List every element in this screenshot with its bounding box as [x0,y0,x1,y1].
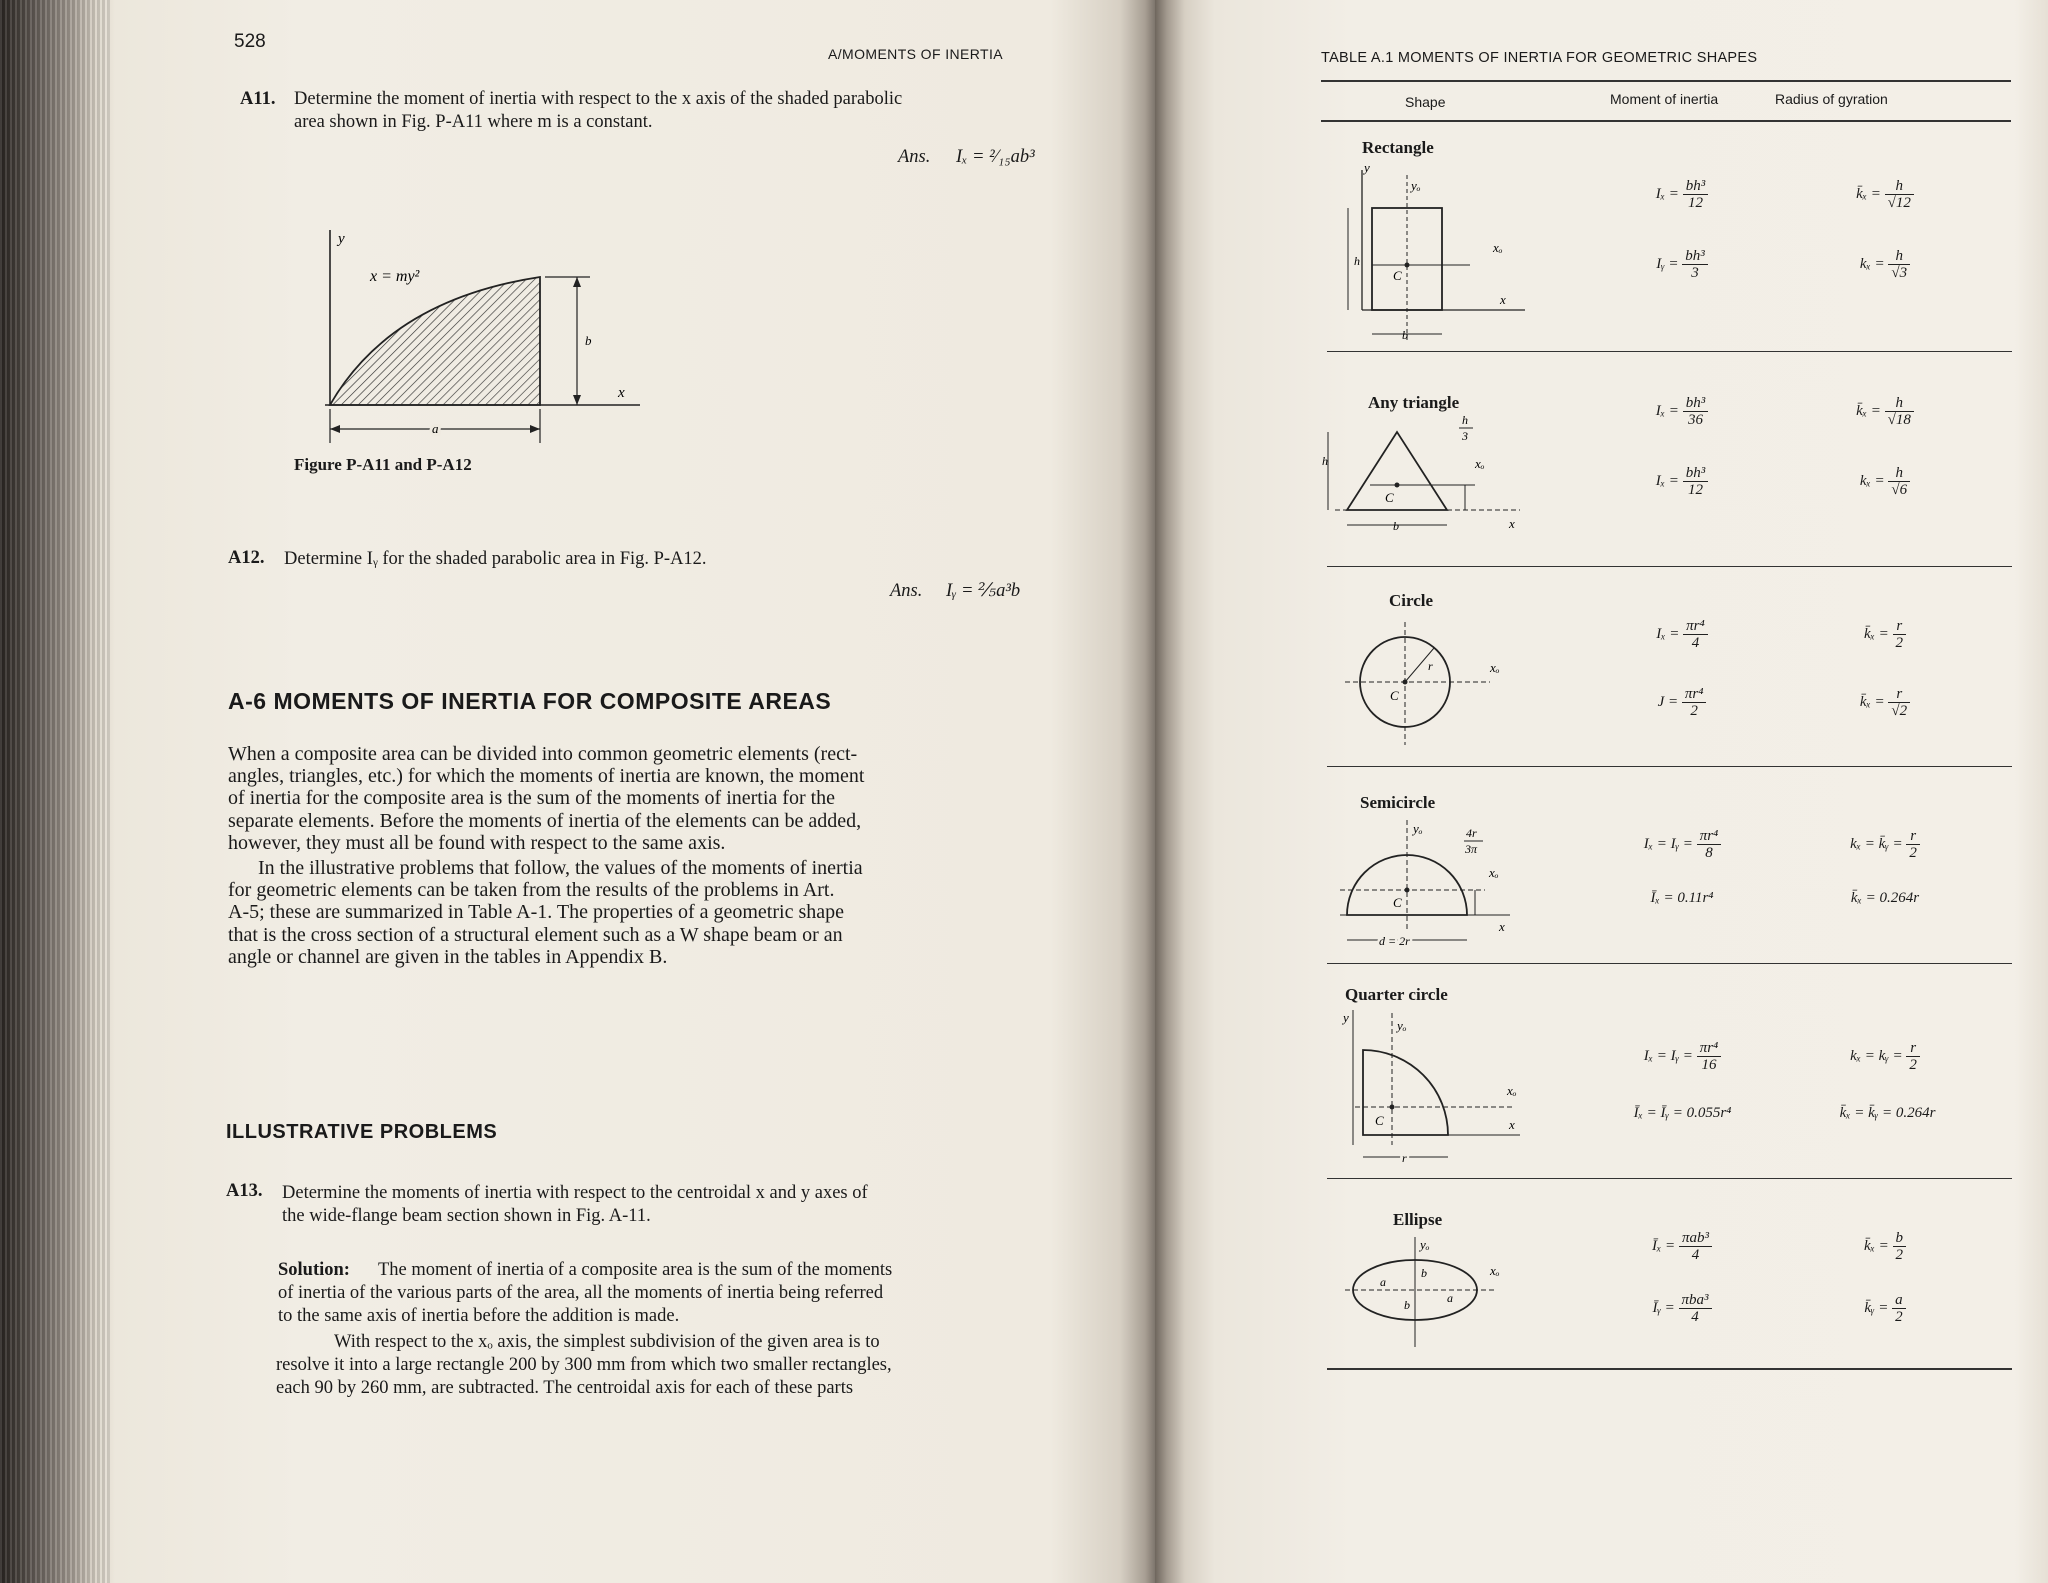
parabolic-area-figure [300,225,660,450]
paragraph-2-line: A-5; these are summarized in Table A-1. The properties of a geometric shape [228,901,844,924]
problem-a11-line2: area shown in Fig. P-A11 where m is a constant. [294,112,653,132]
page-number: 528 [234,31,266,52]
triangle-moment-2-num: bh³ [1683,465,1709,482]
rect-label-x: x [1500,292,1506,307]
answer-a12: Iᵧ = ⅖a³b [946,581,1021,601]
triangle-moment-1 [1607,395,1757,428]
ellipse-radius-1-num: b [1893,1230,1907,1247]
problem-a13-number: A13. [226,1181,263,1201]
triangle-moment-2 [1607,465,1757,498]
figure-b-label: b [585,333,592,348]
problem-a12-number: A12. [228,548,265,568]
ellipse-label-a-left: a [1380,1275,1386,1289]
quarter-circle-moment-1-den: 16 [1701,1057,1717,1073]
solution-line2: of inertia of the various parts of the area, all the moments of inertia being referred [278,1283,884,1303]
quarter-label-c: C [1375,1113,1384,1128]
tri-label-h3-den: 3 [1462,429,1468,443]
illustrative-problems-heading: ILLUSTRATIVE PROBLEMS [226,1121,498,1143]
ellipse-radius-2-den: 2 [1895,1309,1903,1325]
semi-label-4r: 4r [1466,826,1477,840]
ellipse-label-xo: xₒ [1490,1263,1500,1278]
quarter-label-y: y [1343,1010,1349,1025]
figure-y-label: y [338,231,345,247]
section-heading: A-6 MOMENTS OF INERTIA FOR COMPOSITE AREAS [228,688,832,714]
triangle-diagram [1322,410,1540,535]
page-edges [0,0,110,1583]
ellipse-moment-2-num: πba³ [1679,1292,1712,1309]
row-divider [1327,963,2012,964]
solution-line3: to the same axis of inertia before the addition is made. [278,1306,680,1326]
rectangle-radius-1-lhs: k̄ₓ = [1856,185,1881,202]
quarter-circle-moment-1-lhs: Iₓ = Iᵧ = [1643,1047,1693,1064]
ellipse-radius-1-den: 2 [1895,1247,1904,1263]
triangle-radius-1-num: h [1885,395,1914,412]
quarter-circle-radius-1-num: r [1906,1040,1920,1057]
quarter-label-xo: xₒ [1507,1083,1517,1098]
semicircle-radius-2: k̄ₓ = 0.264r [1850,890,1920,906]
circle-moment-2-den: 2 [1690,703,1698,719]
quarter-circle-moment-1 [1595,1040,1770,1073]
rectangle-radius-1-den: √12 [1887,195,1911,211]
paragraph-2-line: for geometric elements can be taken from the results of the problems in Art. [228,879,835,902]
paragraph-2 [228,857,1040,968]
circle-moment-1-den: 4 [1691,635,1700,651]
paragraph-1-line: however, they must all be found with respect to the same axis. [228,831,726,854]
triangle-radius-2-num: h [1888,465,1910,482]
column-header-moment: Moment of inertia [1610,91,1719,107]
triangle-moment-1-den: 36 [1687,412,1703,428]
problem-a11-number: A11. [240,89,276,109]
figure-a-label: a [432,421,439,436]
ellipse-moment-2 [1607,1292,1757,1325]
rectangle-moment-2-lhs: Iᵧ = [1656,255,1679,272]
tri-label-xo: xₒ [1475,456,1485,471]
column-header-radius: Radius of gyration [1775,91,1888,107]
tri-label-h: h [1322,454,1328,468]
ellipse-moment-2-lhs: Īᵧ = [1652,1299,1675,1316]
semicircle-moment-1-num: πr⁴ [1697,828,1722,845]
answer-a12-prefix: Ans. [890,581,923,601]
rectangle-radius-2-num: h [1888,248,1910,265]
quarter-circle-moment-1-num: πr⁴ [1697,1040,1722,1057]
ellipse-radius-2 [1810,1292,1960,1325]
circle-radius-2-lhs: k̄ₓ = [1859,693,1885,710]
semi-label-3pi: 3π [1465,842,1478,856]
rect-label-b: b [1402,328,1408,342]
triangle-radius-2-lhs: kₓ = [1859,472,1885,489]
rectangle-diagram [1350,160,1530,350]
semi-label-x: x [1499,919,1505,934]
shape-name-ellipse: Ellipse [1393,1210,1443,1229]
solution-line1: The moment of inertia of a composite area is the sum of the moments [378,1260,893,1280]
rectangle-radius-1-num: h [1885,178,1914,195]
rect-label-xo: xₒ [1493,240,1503,255]
rect-label-c: C [1393,268,1402,283]
figure-caption: Figure P-A11 and P-A12 [294,455,472,474]
rect-label-yo: yₒ [1411,178,1421,193]
rectangle-radius-2-lhs: kₓ = [1859,255,1885,272]
semicircle-moment-1-den: 8 [1705,845,1713,861]
paragraph-1 [228,743,1040,854]
shape-name-semicircle: Semicircle [1360,793,1436,812]
paragraph-1-line: angles, triangles, etc.) for which the moments of inertia are known, the moment [228,765,865,788]
row-divider [1327,351,2012,352]
triangle-moment-1-num: bh³ [1683,395,1709,412]
table-title: TABLE A.1 MOMENTS OF INERTIA FOR GEOMETRIC SHAPES [1321,50,1758,66]
circle-moment-2-num: πr⁴ [1682,686,1707,703]
row-divider [1327,1178,2012,1179]
circle-moment-1-lhs: Iₓ = [1656,625,1680,642]
circle-label-xo: xₒ [1490,660,1500,675]
triangle-moment-2-lhs: Iₓ = [1655,472,1679,489]
semicircle-radius-1-num: r [1906,828,1920,845]
ellipse-radius-1-lhs: k̄ₓ = [1863,1237,1889,1254]
ellipse-moment-1 [1607,1230,1757,1263]
figure-curve-label: x = my² [370,268,420,285]
ellipse-label-a-right: a [1447,1291,1453,1305]
circle-radius-1-num: r [1893,618,1907,635]
column-header-shape: Shape [1405,94,1446,110]
rectangle-moment-2-den: 3 [1691,265,1699,281]
circle-radius-1-den: 2 [1895,635,1904,651]
problem-a12-text: Determine Iᵧ for the shaded parabolic area in Fig. P-A12. [284,549,707,569]
solution-label: Solution: [278,1260,350,1280]
quarter-circle-moment-2: Īₓ = Īᵧ = 0.055r⁴ [1633,1105,1732,1121]
semicircle-moment-2: Īₓ = 0.11r⁴ [1650,890,1714,906]
triangle-radius-1 [1810,395,1960,428]
paragraph-1-line: of inertia for the composite area is the sum of the moments of inertia for the [228,787,836,810]
ellipse-diagram [1340,1232,1530,1352]
circle-diagram [1340,620,1530,750]
semi-label-d: d = 2r [1379,934,1410,948]
circle-radius-2-den: √2 [1891,703,1908,719]
solution-line5: resolve it into a large rectangle 200 by 300 mm from which two smaller rectangles, [276,1355,892,1375]
rectangle-radius-2 [1810,248,1960,281]
quarter-circle-radius-1-lhs: kₓ = kᵧ = [1850,1047,1903,1064]
table-header-rule [1321,120,2011,122]
semicircle-radius-1-den: 2 [1909,845,1917,861]
quarter-label-r: r [1402,1151,1407,1165]
semicircle-moment-1-lhs: Iₓ = Iᵧ = [1643,835,1693,852]
circle-label-c: C [1390,688,1399,703]
rectangle-moment-1-lhs: Iₓ = [1655,185,1679,202]
circle-radius-2 [1810,686,1960,719]
circle-radius-1 [1810,618,1960,651]
rectangle-moment-1-den: 12 [1687,195,1703,211]
rectangle-moment-2 [1607,248,1757,281]
paragraph-2-line: angle or channel are given in the tables in Appendix B. [228,945,668,968]
tri-label-h3-num: h [1462,413,1468,427]
figure-x-label: x [618,385,625,401]
ellipse-label-yo: yₒ [1420,1237,1430,1252]
table-bottom-rule [1327,1368,2012,1370]
paragraph-1-line: separate elements. Before the moments of inertia of the elements can be added, [228,809,862,832]
tri-label-b: b [1393,519,1399,533]
ellipse-moment-1-num: πab³ [1679,1230,1712,1247]
answer-a11-prefix: Ans. [898,147,931,167]
semicircle-radius-1 [1800,828,1970,861]
quarter-label-yo: yₒ [1397,1018,1407,1033]
running-head: A/MOMENTS OF INERTIA [828,46,1003,62]
rectangle-radius-2-den: √3 [1891,265,1908,281]
ellipse-radius-1 [1810,1230,1960,1263]
semicircle-diagram [1335,815,1535,955]
shape-name-circle: Circle [1389,591,1434,610]
triangle-radius-1-lhs: k̄ₓ = [1856,402,1881,419]
quarter-circle-radius-1-den: 2 [1909,1057,1917,1073]
ellipse-label-b-top: b [1421,1266,1427,1280]
shape-name-triangle: Any triangle [1368,393,1460,412]
triangle-radius-2-den: √6 [1891,482,1908,498]
quarter-circle-diagram [1335,1005,1535,1170]
ellipse-radius-2-num: a [1892,1292,1906,1309]
semi-label-c: C [1393,895,1402,910]
ellipse-radius-2-lhs: k̄ᵧ = [1864,1299,1889,1316]
circle-radius-2-num: r [1888,686,1910,703]
problem-a13-line2: the wide-flange beam section shown in Fig. A-11. [282,1206,651,1226]
right-page [1155,0,2048,1583]
shape-name-quarter-circle: Quarter circle [1345,985,1448,1004]
semi-label-xo: xₒ [1489,865,1499,880]
triangle-radius-2 [1810,465,1960,498]
row-divider [1327,766,2012,767]
rectangle-moment-2-num: bh³ [1682,248,1708,265]
ellipse-moment-2-den: 4 [1691,1309,1699,1325]
semi-label-yo: yₒ [1413,821,1423,836]
ellipse-moment-1-lhs: Īₓ = [1652,1237,1676,1254]
triangle-moment-2-den: 12 [1687,482,1703,498]
paragraph-1-line: When a composite area can be divided into common geometric elements (rect- [228,743,858,765]
semicircle-radius-1-lhs: kₓ = k̄ᵧ = [1850,835,1903,852]
rect-label-h: h [1354,254,1360,268]
problem-a13-line1: Determine the moments of inertia with respect to the centroidal x and y axes of [282,1183,868,1203]
rect-label-y: y [1364,160,1370,175]
triangle-radius-1-den: √18 [1887,412,1911,428]
circle-moment-2-lhs: J = [1657,693,1679,710]
circle-label-r: r [1428,659,1433,673]
table-top-rule [1321,80,2011,82]
tri-label-x: x [1509,516,1515,531]
quarter-circle-radius-1 [1800,1040,1970,1073]
paragraph-2-line: that is the cross section of a structural element such as a W shape beam or an [228,923,843,946]
solution-line6: each 90 by 260 mm, are subtracted. The centroidal axis for each of these parts [276,1378,854,1398]
quarter-circle-radius-2: k̄ₓ = k̄ᵧ = 0.264r [1839,1105,1936,1121]
solution-line4: With respect to the xₒ axis, the simplest subdivision of the given area is to [334,1332,880,1352]
rectangle-moment-1-num: bh³ [1683,178,1709,195]
paragraph-2-line: In the illustrative problems that follow, the values of the moments of inertia [258,857,863,879]
ellipse-moment-1-den: 4 [1691,1247,1700,1263]
circle-moment-2 [1607,686,1757,719]
rectangle-radius-1 [1810,178,1960,211]
circle-radius-1-lhs: k̄ₓ = [1863,625,1889,642]
semicircle-moment-1 [1595,828,1770,861]
circle-moment-1 [1607,618,1757,651]
quarter-label-x: x [1509,1117,1515,1132]
circle-moment-1-num: πr⁴ [1683,618,1708,635]
ellipse-label-b-bottom: b [1404,1298,1410,1312]
row-divider [1327,566,2012,567]
rectangle-moment-1 [1607,178,1757,211]
triangle-moment-1-lhs: Iₓ = [1655,402,1679,419]
shaded-parabolic-area [330,277,540,405]
shape-name-rectangle: Rectangle [1362,138,1434,157]
problem-a11-line1: Determine the moment of inertia with respect to the x axis of the shaded parabolic [294,89,903,109]
tri-label-c: C [1385,490,1394,505]
answer-a11: Iₓ = ²⁄₁₅ab³ [956,147,1035,167]
